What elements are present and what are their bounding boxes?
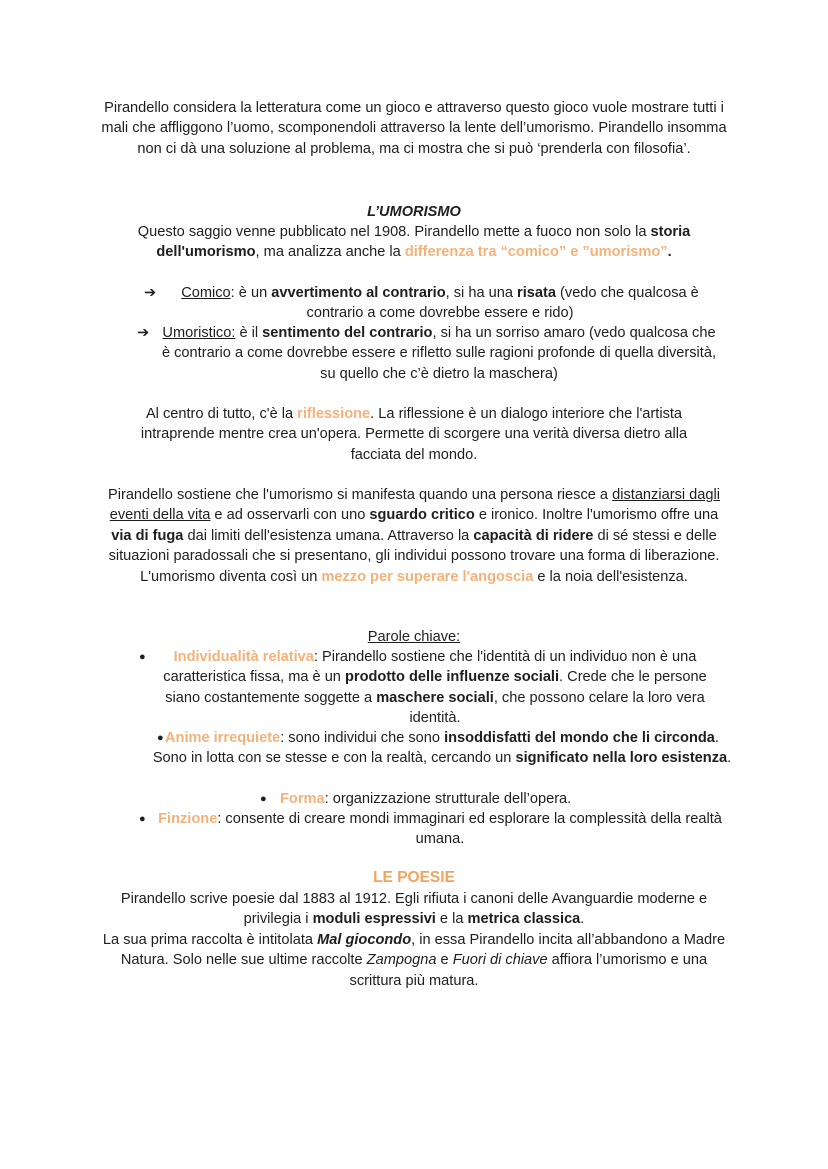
sostiene-paragraph <box>100 485 728 587</box>
text: Pirandello scrive poesie dal 1883 al 1912. Egli rifiuta i canoni delle Avanguardie moderne e privilegia i <box>120 891 708 928</box>
umorismo-heading-text: L’UMORISMO <box>367 204 461 220</box>
italic-text: Zampogna <box>366 952 437 969</box>
bold-text: moduli espressivi <box>312 911 436 928</box>
text: e ad osservarli con uno <box>210 507 370 524</box>
poesie-paragraph-1 <box>100 889 728 930</box>
text: : organizzazione strutturale dell’opera. <box>324 791 572 807</box>
bold-text: avvertimento al contrario <box>271 285 446 301</box>
highlight-text: riflessione <box>297 406 371 422</box>
highlight-text: differenza tra “comico” e ”umorismo” <box>404 244 668 261</box>
bold-text: sentimento del contrario <box>262 325 433 341</box>
text: , in essa Pirandello incita all’abbandono a Madre Natura. Solo nelle sue ultime raccolte <box>120 932 726 969</box>
text: : Pirandello sostiene che l'identità di un individuo non è una caratteristica fissa, ma è un <box>163 649 697 686</box>
highlight-text: mezzo per superare l'angoscia <box>321 568 534 585</box>
arrow-icon: ➔ <box>144 285 157 301</box>
umorismo-heading <box>100 202 728 222</box>
text: , si ha un sorriso amaro (vedo qualcosa che è contrario a come dovrebbe essere e rifletto sulle ragioni profonde di quella diversità, su quello che c’è dietro la maschera) <box>161 325 717 382</box>
riflessione-paragraph <box>118 404 710 465</box>
comico-label: Comico <box>181 285 231 301</box>
text: di sé stessi e delle situazioni paradossali che si presentano, gli individui possono trovare una forma di liberazione. L'umorismo diventa così un <box>108 527 720 585</box>
highlight-text: Individualità relativa <box>173 649 314 665</box>
bold-text: capacità di ridere <box>473 527 594 544</box>
poesie-heading <box>100 868 728 888</box>
text: . La riflessione è un dialogo interiore che l'artista intraprende mentre crea un'opera. Permette di scorgere una verità diversa dietro alla facciata del mondo. <box>140 406 688 463</box>
text: : sono individui che sono <box>280 730 445 746</box>
text: Al centro di tutto, c'è la <box>145 406 298 422</box>
text: Pirandello sostiene che l'umorismo si manifesta quando una persona riesce a <box>107 487 613 503</box>
bullet-icon: ● <box>157 732 164 744</box>
text: e la noia dell'esistenza. <box>533 568 688 585</box>
text: . Crede che le persone siano costantemente soggette a <box>165 669 707 706</box>
list-item-umoristico <box>158 323 720 384</box>
text: e <box>436 952 453 969</box>
text: : consente di creare mondi immaginari ed esplorare la complessità della realtà umana. <box>217 811 722 848</box>
bold-text: via di fuga <box>111 527 184 544</box>
text: e ironico. Inoltre l'umorismo offre una <box>474 507 719 524</box>
text: . Sono in lotta con se stesse e con la realtà, cercando un <box>152 730 719 767</box>
text: Questo saggio venne pubblicato nel 1908. Pirandello mette a fuoco non solo la <box>137 224 651 240</box>
text: è il <box>235 325 263 341</box>
bold-text: maschere sociali <box>376 689 494 706</box>
poesie-paragraph-2 <box>100 930 728 991</box>
text: , che possono celare la loro vera identità. <box>409 689 705 727</box>
keyword-individualita <box>150 647 720 729</box>
list-item-comico <box>160 283 720 324</box>
bold-text: insoddisfatti del mondo che li circonda <box>444 730 715 746</box>
keyword-forma <box>280 789 600 809</box>
bold-text: storia dell'umorismo <box>156 224 691 261</box>
highlight-text: Forma <box>280 791 325 807</box>
text: , si ha una <box>445 285 518 301</box>
text: : è un <box>230 285 272 301</box>
intro-paragraph <box>100 98 728 159</box>
umoristico-label: Umoristico: <box>162 325 236 341</box>
text: (vedo che qualcosa è contrario a come dovrebbe essere e rido) <box>306 285 699 322</box>
text: , ma analizza anche la <box>255 244 405 261</box>
bold-text: metrica classica <box>467 911 581 928</box>
arrow-icon: ➔ <box>137 325 150 341</box>
italic-text: Fuori di chiave <box>452 952 548 969</box>
bold-italic-text: Mal giocondo <box>317 932 412 948</box>
bold-text: risata <box>517 285 556 301</box>
text: dai limiti dell'esistenza umana. Attraverso la <box>183 527 474 544</box>
keyword-anime <box>152 728 732 769</box>
bold-text: prodotto delle influenze sociali <box>344 669 560 686</box>
intro-text: Pirandello considera la letteratura come un gioco e attraverso questo gioco vuole mostrare tutti i mali che affliggono l’uomo, scomponendoli attraverso la lente dell’umorismo. Pirandello insomma non ci dà una soluzione al problema, ma ci mostra che si può ‘prenderla con filosofia’. <box>101 100 727 157</box>
bullet-icon: ● <box>139 651 146 663</box>
highlight-text: Finzione <box>158 811 218 827</box>
text: . <box>667 244 672 261</box>
parole-chiave-text: Parole chiave: <box>367 629 461 645</box>
parole-chiave-heading <box>100 627 728 647</box>
umorismo-paragraph <box>112 222 716 263</box>
bold-text: sguardo critico <box>369 507 475 524</box>
text: . <box>727 750 732 767</box>
poesie-heading-text: LE POESIE <box>373 869 455 886</box>
underlined-text: distanziarsi dagli eventi della vita <box>109 487 720 524</box>
text: La sua prima raccolta è intitolata <box>102 932 318 948</box>
text: affiora l’umorismo e una scrittura più matura. <box>349 952 708 989</box>
bullet-icon: ● <box>139 813 146 825</box>
text: . <box>580 911 585 928</box>
bullet-icon: ● <box>260 793 267 805</box>
bold-text: significato nella loro esistenza <box>515 750 728 767</box>
highlight-text: Anime irrequiete <box>165 730 281 746</box>
keyword-finzione <box>150 809 730 850</box>
text: e la <box>435 911 468 928</box>
